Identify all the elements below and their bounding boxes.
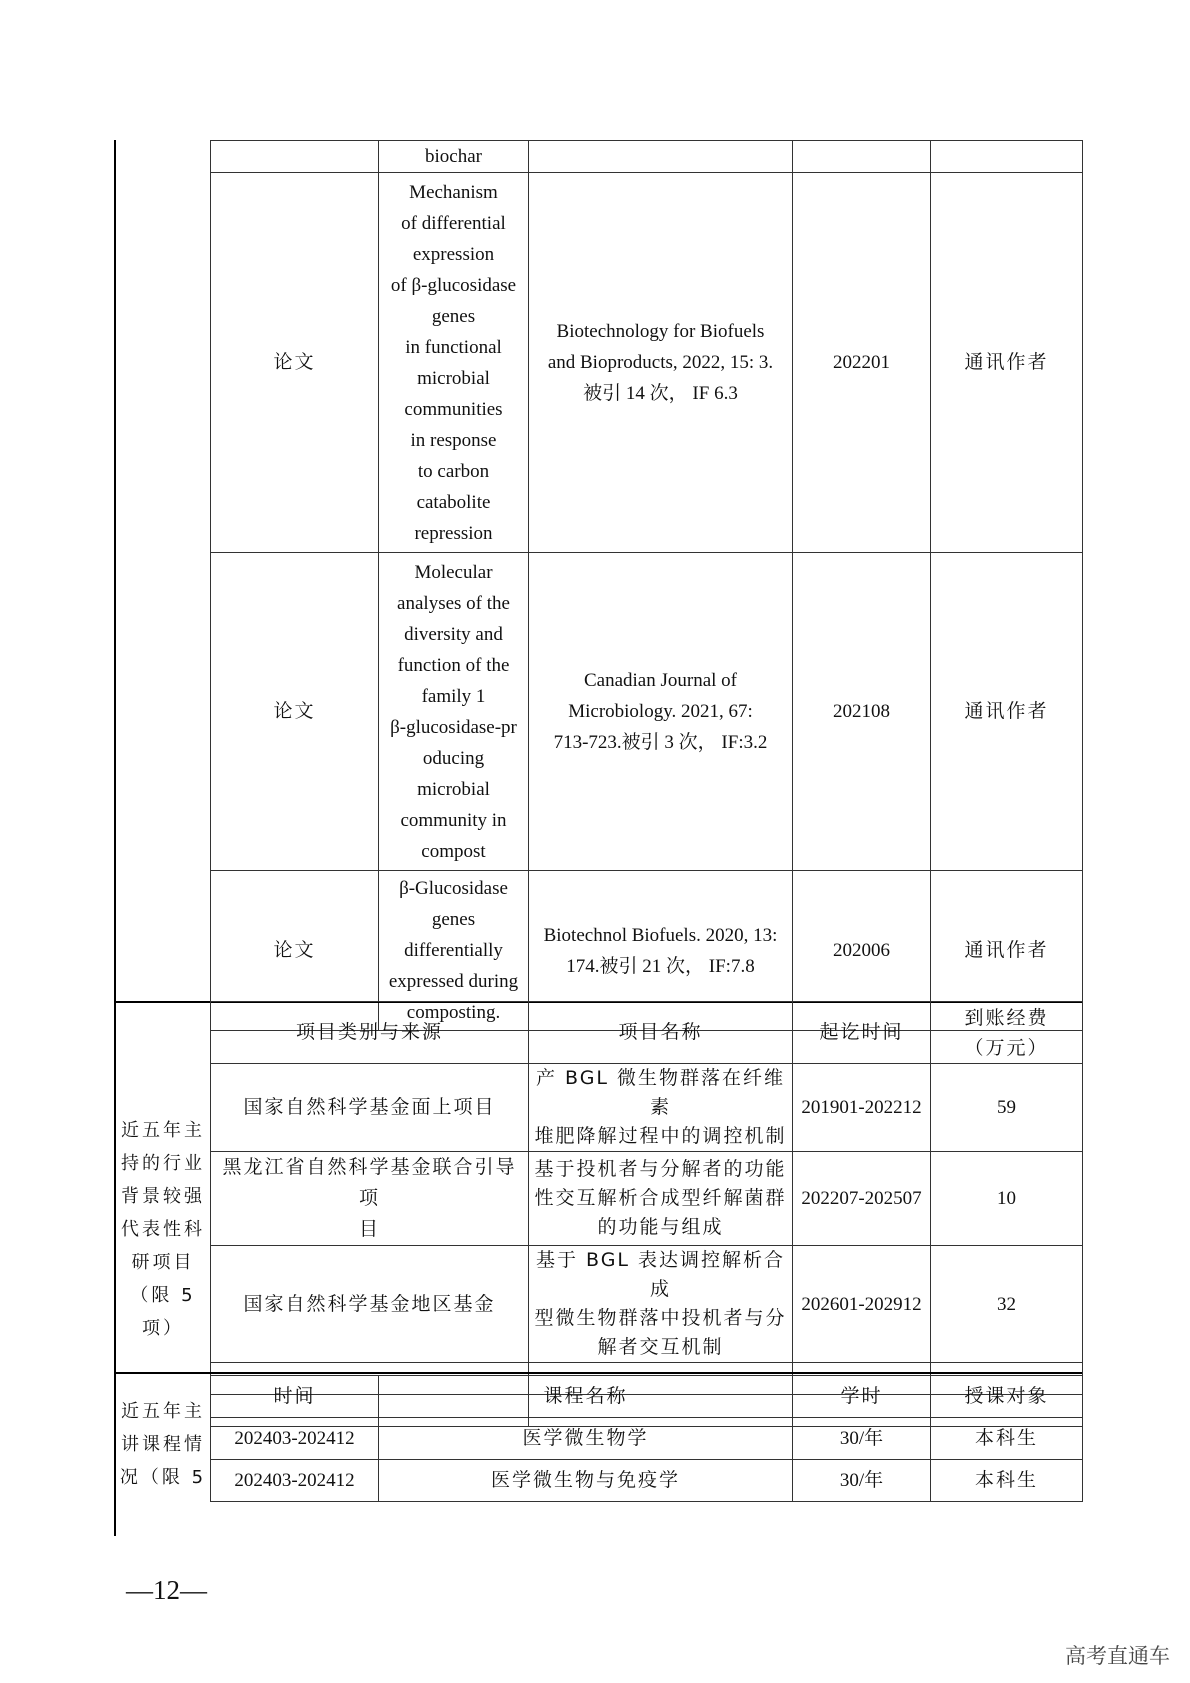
- pub-role: [931, 141, 1083, 173]
- project-source-line: 国家自然科学基金地区基金: [243, 1292, 496, 1315]
- pub-title: [379, 553, 529, 871]
- pub-title-line: to carbon: [417, 460, 490, 482]
- header-period: 起讫时间: [793, 1002, 931, 1064]
- pub-venue-line: 174.被引 21 次， IF:7.8: [566, 955, 755, 977]
- course-time: 202403-202412: [211, 1460, 379, 1502]
- publications-table: [210, 140, 1083, 1031]
- pub-title-line: function of the: [397, 654, 510, 676]
- pub-title-line: diversity and: [404, 623, 503, 645]
- pub-date: 202006: [793, 871, 931, 1031]
- courses-label-line: 讲课程情: [121, 1434, 205, 1455]
- watermark: 高考直通车: [1065, 1644, 1170, 1668]
- table-row: [211, 141, 1083, 173]
- table-row: [211, 1460, 1083, 1502]
- project-funding: 32: [931, 1246, 1083, 1363]
- project-source-line: 目: [358, 1218, 380, 1240]
- header-funding-line: （万元）: [964, 1036, 1049, 1059]
- pub-venue: [529, 553, 793, 871]
- pub-title-line: expressed during: [388, 971, 519, 992]
- pub-title-line: β-Glucosidase: [399, 878, 508, 899]
- projects-label-line: （限 5 项）: [130, 1285, 196, 1339]
- pub-title-line: microbial: [417, 778, 490, 800]
- courses-label-line: 近五年主: [121, 1401, 205, 1422]
- courses-section-label: [116, 1395, 210, 1494]
- pub-title-line: of differential: [401, 212, 506, 234]
- projects-label-line: 研项目: [131, 1252, 195, 1273]
- table-row: [211, 553, 1083, 871]
- project-name: [529, 1064, 793, 1152]
- pub-title-line: in functional: [405, 336, 502, 358]
- projects-label-line: 近五年主: [121, 1120, 205, 1141]
- project-funding: 10: [931, 1152, 1083, 1246]
- projects-table: [210, 1001, 1083, 1427]
- pub-title-line: of β-glucosidase: [390, 274, 517, 296]
- table-row: [211, 1418, 1083, 1460]
- pub-role: 通讯作者: [931, 553, 1083, 871]
- page-number: —12—: [126, 1575, 207, 1605]
- pub-title-line: repression: [414, 522, 493, 544]
- pub-title-line: Mechanism: [409, 181, 498, 203]
- project-name-line: 的功能与组成: [597, 1216, 724, 1238]
- pub-title: [379, 141, 529, 173]
- header-funding: [931, 1002, 1083, 1064]
- table-row: [211, 1246, 1083, 1363]
- pub-type: 论文: [211, 871, 379, 1031]
- course-audience: 本科生: [931, 1460, 1083, 1502]
- table-row: [211, 173, 1083, 553]
- course-hours: 30/年: [793, 1418, 931, 1460]
- pub-title-line: microbial: [417, 367, 490, 389]
- pub-type: [211, 141, 379, 173]
- pub-title-line: communities: [404, 398, 503, 420]
- project-name-line: 型微生物群落中投机者与分: [534, 1307, 787, 1329]
- table-row: [211, 1152, 1083, 1246]
- project-funding: 59: [931, 1064, 1083, 1152]
- project-period: 201901-202212: [793, 1064, 931, 1152]
- pub-type: 论文: [211, 553, 379, 871]
- pub-venue-line: Microbiology. 2021, 67:: [568, 701, 753, 722]
- projects-label-line: 背景较强: [121, 1186, 205, 1207]
- pub-title-line: compost: [421, 840, 486, 862]
- project-name-line: 基于 BGL 表达调控解析合成: [535, 1249, 786, 1300]
- pub-title-line: family 1: [421, 685, 486, 707]
- pub-venue: [529, 173, 793, 553]
- projects-section-label: [116, 1114, 210, 1345]
- pub-title-line: analyses of the: [397, 592, 510, 614]
- pub-venue: [529, 141, 793, 173]
- pub-venue-line: Biotechnol Biofuels. 2020, 13:: [543, 924, 778, 946]
- pub-title-line: genes: [431, 305, 476, 327]
- pub-date: 202201: [793, 173, 931, 553]
- pub-title-line: catabolite: [416, 491, 491, 513]
- header-funding-line: 到账经费: [964, 1006, 1049, 1029]
- header-time: 时间: [211, 1376, 379, 1418]
- header-source: 项目类别与来源: [211, 1002, 529, 1064]
- project-name: [529, 1152, 793, 1246]
- courses-table: [210, 1375, 1083, 1502]
- project-period: 202601-202912: [793, 1246, 931, 1363]
- project-name-line: 产 BGL 微生物群落在纤维素: [535, 1067, 786, 1118]
- course-hours: 30/年: [793, 1460, 931, 1502]
- header-hours: 学时: [793, 1376, 931, 1418]
- course-time: 202403-202412: [211, 1418, 379, 1460]
- pub-title-line: composting.: [406, 1002, 501, 1023]
- pub-title-line: β-glucosidase-pr: [390, 716, 517, 738]
- header-audience: 授课对象: [931, 1376, 1083, 1418]
- pub-role: 通讯作者: [931, 871, 1083, 1031]
- project-source-line: 黑龙江省自然科学基金联合引导项: [222, 1156, 517, 1209]
- project-source: [211, 1152, 529, 1246]
- course-name: 医学微生物学: [379, 1418, 793, 1460]
- courses-label-line: 况（限 5: [119, 1467, 207, 1488]
- pub-venue-line: and Bioproducts, 2022, 15: 3.: [547, 352, 774, 373]
- pub-venue-line: Canadian Journal of: [583, 670, 737, 691]
- projects-label-line: 代表性科: [121, 1219, 205, 1240]
- project-name-line: 性交互解析合成型纤解菌群: [534, 1187, 787, 1209]
- pub-date: [793, 141, 931, 173]
- pub-venue-line: 被引 14 次， IF 6.3: [583, 383, 738, 404]
- pub-title: [379, 173, 529, 553]
- pub-type: 论文: [211, 173, 379, 553]
- pub-role: 通讯作者: [931, 173, 1083, 553]
- pub-title-line: genes: [431, 909, 476, 930]
- pub-venue-line: 713-723.被引 3 次， IF:3.2: [553, 732, 768, 753]
- projects-label-line: 持的行业: [121, 1153, 205, 1174]
- pub-title-line: community in: [400, 809, 507, 831]
- course-name: 医学微生物与免疫学: [379, 1460, 793, 1502]
- pub-venue-line: Biotechnology for Biofuels: [556, 321, 765, 342]
- project-name-line: 解者交互机制: [597, 1336, 724, 1358]
- project-source: [211, 1246, 529, 1363]
- header-course-name: 课程名称: [379, 1376, 793, 1418]
- pub-date: 202108: [793, 553, 931, 871]
- project-name-line: 基于投机者与分解者的功能: [534, 1158, 787, 1180]
- project-name-line: 堆肥降解过程中的调控机制: [534, 1125, 787, 1147]
- pub-title-line: oducing: [422, 747, 485, 769]
- project-source-line: 国家自然科学基金面上项目: [243, 1096, 496, 1118]
- pub-title-line: expression: [412, 243, 495, 265]
- section-divider: [114, 1372, 1082, 1374]
- pub-title-line: differentially: [404, 940, 503, 961]
- course-audience: 本科生: [931, 1418, 1083, 1460]
- pub-title-line: biochar: [425, 146, 482, 167]
- pub-title-line: in response: [410, 429, 497, 451]
- project-name: [529, 1246, 793, 1363]
- pub-title-line: Molecular: [414, 561, 493, 583]
- table-row: [211, 1064, 1083, 1152]
- project-source: [211, 1064, 529, 1152]
- courses-header-row: [211, 1376, 1083, 1418]
- projects-header-row: [211, 1002, 1083, 1064]
- header-project-name: 项目名称: [529, 1002, 793, 1064]
- project-period: 202207-202507: [793, 1152, 931, 1246]
